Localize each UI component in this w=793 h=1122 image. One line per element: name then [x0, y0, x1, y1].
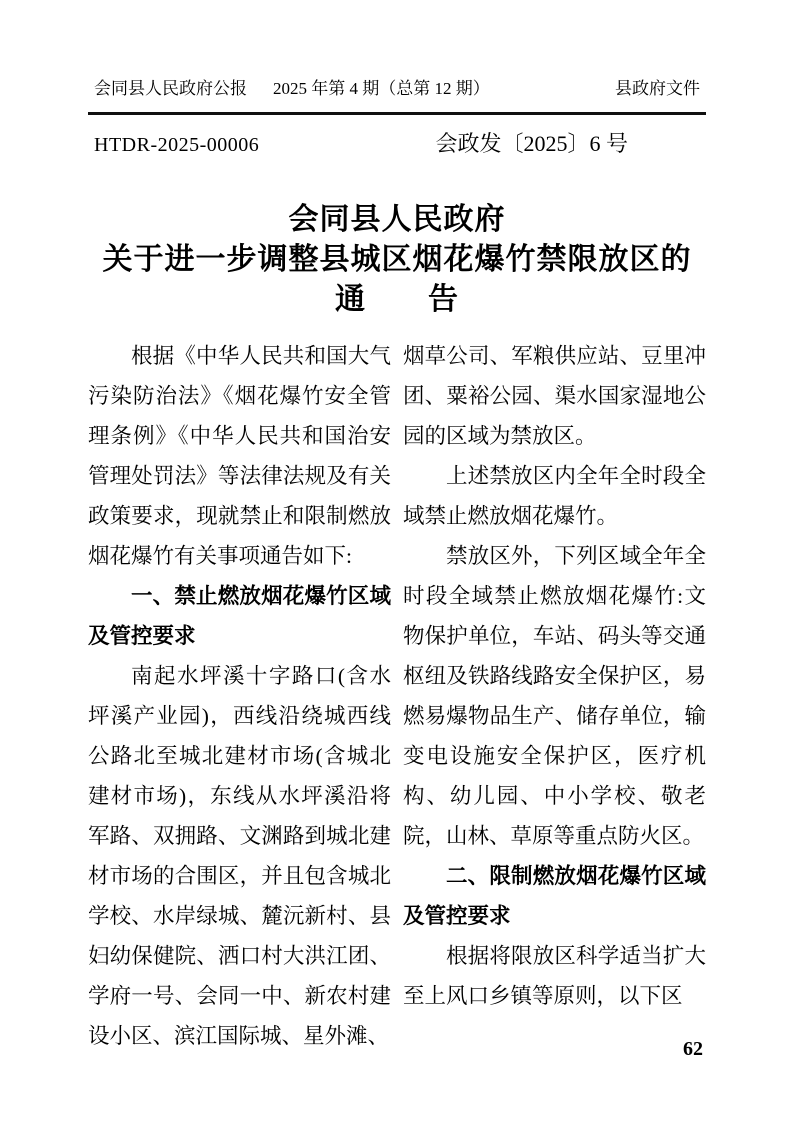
- document-title: [88, 200, 706, 320]
- doc-category: 县政府文件: [615, 79, 700, 98]
- title-line-3: 通 告: [335, 283, 459, 316]
- title-line-1: 会同县人民政府: [288, 203, 506, 236]
- title-line-2: 关于进一步调整县城区烟花爆竹禁限放区的: [102, 243, 692, 276]
- page-number: 62: [683, 1038, 703, 1060]
- doc-reference-number: 会政发〔2025〕6 号: [435, 131, 628, 156]
- gazette-name: 会同县人民政府公报: [94, 79, 247, 98]
- paragraph: 根据将限放区科学适当扩大至上风口乡镇等原则，以下区: [403, 944, 706, 1008]
- issue-info: 2025 年第 4 期（总第 12 期）: [273, 79, 490, 98]
- document-number-row: [88, 127, 706, 158]
- page-content: [88, 74, 706, 1056]
- paragraph: 烟草公司、军粮供应站、豆里冲团、粟裕公园、渠水国家湿地公园的区域为禁放区。: [403, 344, 706, 448]
- paragraph: 南起水坪溪十字路口(含水坪溪产业园)，西线沿绕城西线公路北至城北建材市场(含城北建材市场)，东线从水坪溪沿将军路、双拥路、文渊路到城北建材市场的合围区，并且包含城北学校、水岸绿城、麓沅新村、县妇幼保健院、洒口村大洪江团、学府一号、会同一中、新农村建设小区、滨江国际城、星外滩、: [88, 664, 391, 1048]
- paragraph: 上述禁放区内全年全时段全域禁止燃放烟花爆竹。: [403, 464, 706, 528]
- section-heading: 一、禁止燃放烟花爆竹区域及管控要求: [88, 584, 391, 648]
- running-head: [88, 74, 706, 115]
- paragraph: 禁放区外，下列区域全年全时段全域禁止燃放烟花爆竹:文物保护单位，车站、码头等交通枢纽及铁路线路安全保护区，易燃易爆物品生产、储存单位，输变电设施安全保护区，医疗机构、幼儿园、中小学校、敬老院，山林、草原等重点防火区。: [403, 544, 706, 848]
- right-column: [403, 336, 706, 1056]
- paragraph: 根据《中华人民共和国大气污染防治法》《烟花爆竹安全管理条例》《中华人民共和国治安管理处罚法》等法律法规及有关政策要求，现就禁止和限制燃放烟花爆竹有关事项通告如下:: [88, 344, 391, 568]
- body-columns: [88, 336, 706, 1056]
- running-head-left: [94, 74, 490, 99]
- left-column: [88, 336, 391, 1056]
- section-heading: 二、限制燃放烟花爆竹区域及管控要求: [403, 864, 706, 928]
- doc-index-number: HTDR-2025-00006: [94, 134, 260, 156]
